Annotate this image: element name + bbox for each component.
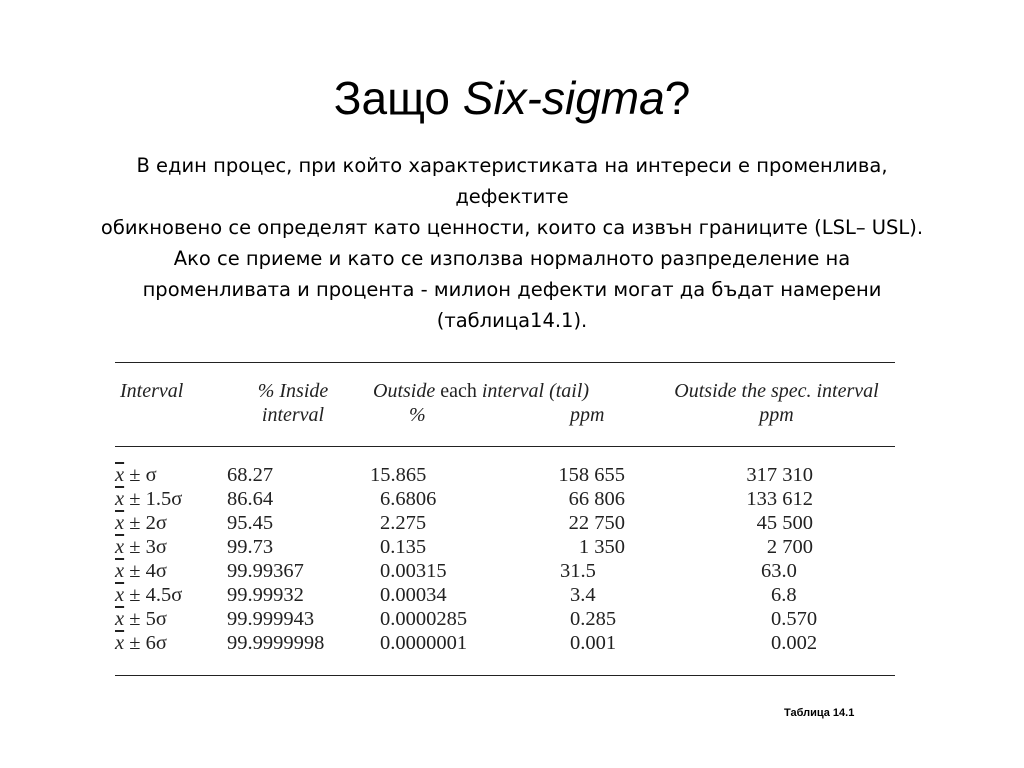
row-outside-pct: 6.6806: [380, 488, 437, 510]
header-spec: [658, 379, 895, 427]
title-main: Защо: [333, 72, 463, 124]
xbar-symbol: $\overline{x}$: [115, 560, 125, 582]
row-spec-ppm: 317 310: [746, 464, 813, 486]
table-row: [115, 583, 895, 607]
paragraph-line: (таблица14.1).: [436, 309, 588, 332]
row-inside: 99.999943: [227, 608, 315, 630]
row-spec-ppm: 6.8: [771, 584, 797, 606]
paragraph-line: дефектите: [455, 185, 569, 208]
xbar-symbol: $\overline{x}$: [115, 464, 125, 486]
paragraph-line: В един процес, при който характеристиката на интереси е променлива,: [136, 154, 888, 177]
row-interval-pm: ± 4.5σ: [124, 584, 183, 606]
row-interval: [115, 535, 167, 559]
row-interval: [115, 583, 182, 607]
table-caption: Таблица 14.1: [784, 707, 855, 719]
row-spec-ppm: 45 500: [756, 512, 813, 534]
row-spec-ppm: 133 612: [746, 488, 813, 510]
paragraph-line: променливата и процента - милион дефекти могат да бъдат намерени: [142, 278, 882, 301]
header-outside-each: [373, 379, 589, 403]
row-outside-pct: 0.00034: [380, 584, 447, 606]
table-row: [115, 511, 895, 535]
row-outside-ppm: 66 806: [568, 488, 625, 510]
row-inside: 68.27: [227, 464, 274, 486]
row-outside-pct: 0.0000285: [380, 608, 468, 630]
row-inside: 99.9999998: [227, 632, 325, 654]
header-inside: [243, 379, 343, 427]
row-inside: 86.64: [227, 488, 274, 510]
row-interval-pm: ± 4σ: [124, 560, 167, 582]
header-inside-line2: interval: [261, 404, 325, 426]
header-outside-pct: %: [409, 404, 426, 426]
row-outside-ppm: 31.5: [560, 560, 596, 582]
row-outside-ppm: 0.001: [570, 632, 617, 654]
row-interval: [115, 607, 167, 631]
row-interval: [115, 631, 167, 655]
row-outside-pct: 15.865: [370, 464, 427, 486]
row-interval-pm: ± 5σ: [124, 608, 167, 630]
row-interval: [115, 559, 167, 583]
table-bottom-rule: [115, 675, 895, 676]
sigma-table: [115, 362, 895, 678]
row-interval-pm: ± 3σ: [124, 536, 167, 558]
row-outside-ppm: 3.4: [570, 584, 596, 606]
xbar-symbol: $\overline{x}$: [115, 584, 125, 606]
row-outside-pct: 0.135: [380, 536, 427, 558]
header-outside-a: Outside: [373, 380, 436, 402]
paragraph-line: Ако се приеме и като се използва нормалното разпределение на: [173, 247, 851, 270]
row-interval: [115, 511, 167, 535]
row-inside: 95.45: [227, 512, 274, 534]
xbar-symbol: $\overline{x}$: [115, 632, 125, 654]
row-interval-pm: ± 6σ: [124, 632, 167, 654]
xbar-symbol: $\overline{x}$: [115, 512, 125, 534]
paragraph-line: обикновено се определят като ценности, които са извън границите (LSL– USL).: [100, 216, 924, 239]
row-outside-ppm: 158 655: [558, 464, 625, 486]
title-end: ?: [664, 72, 691, 124]
header-inside-line1: % Inside: [257, 380, 329, 402]
xbar-symbol: $\overline{x}$: [115, 488, 125, 510]
header-spec-line1: Outside the spec. interval: [674, 380, 879, 402]
header-interval: Interval: [120, 380, 184, 402]
row-inside: 99.99932: [227, 584, 304, 606]
row-outside-ppm: 1 350: [578, 536, 625, 558]
table-row: [115, 535, 895, 559]
table-row: [115, 463, 895, 487]
row-spec-ppm: 2 700: [766, 536, 813, 558]
table-header-rule: [115, 446, 895, 447]
row-outside-ppm: 0.285: [570, 608, 617, 630]
row-interval-pm: ± σ: [124, 464, 157, 486]
xbar-symbol: $\overline{x}$: [115, 608, 125, 630]
header-outside-ppm: ppm: [570, 404, 605, 426]
slide-title: [0, 66, 1024, 130]
row-spec-ppm: 63.0: [761, 560, 797, 582]
row-interval-pm: ± 2σ: [124, 512, 167, 534]
row-inside: 99.73: [227, 536, 274, 558]
header-outside-b: interval (tail): [481, 380, 590, 402]
row-interval-pm: ± 1.5σ: [124, 488, 183, 510]
row-interval: [115, 487, 182, 511]
table-row: [115, 631, 895, 655]
row-outside-pct: 0.0000001: [380, 632, 468, 654]
header-spec-line2: ppm: [759, 404, 794, 426]
row-inside: 99.99367: [227, 560, 304, 582]
table-row: [115, 607, 895, 631]
row-interval: [115, 463, 157, 487]
xbar-symbol: $\overline{x}$: [115, 536, 125, 558]
row-outside-pct: 0.00315: [380, 560, 447, 582]
row-outside-ppm: 22 750: [568, 512, 625, 534]
row-spec-ppm: 0.002: [771, 632, 818, 654]
title-italic: Six-sigma: [462, 72, 665, 124]
row-outside-pct: 2.275: [380, 512, 427, 534]
table-row: [115, 559, 895, 583]
body-paragraph: [80, 150, 944, 336]
row-spec-ppm: 0.570: [771, 608, 818, 630]
table-top-rule: [115, 362, 895, 363]
header-outside-each-word: each: [440, 380, 477, 402]
table-row: [115, 487, 895, 511]
